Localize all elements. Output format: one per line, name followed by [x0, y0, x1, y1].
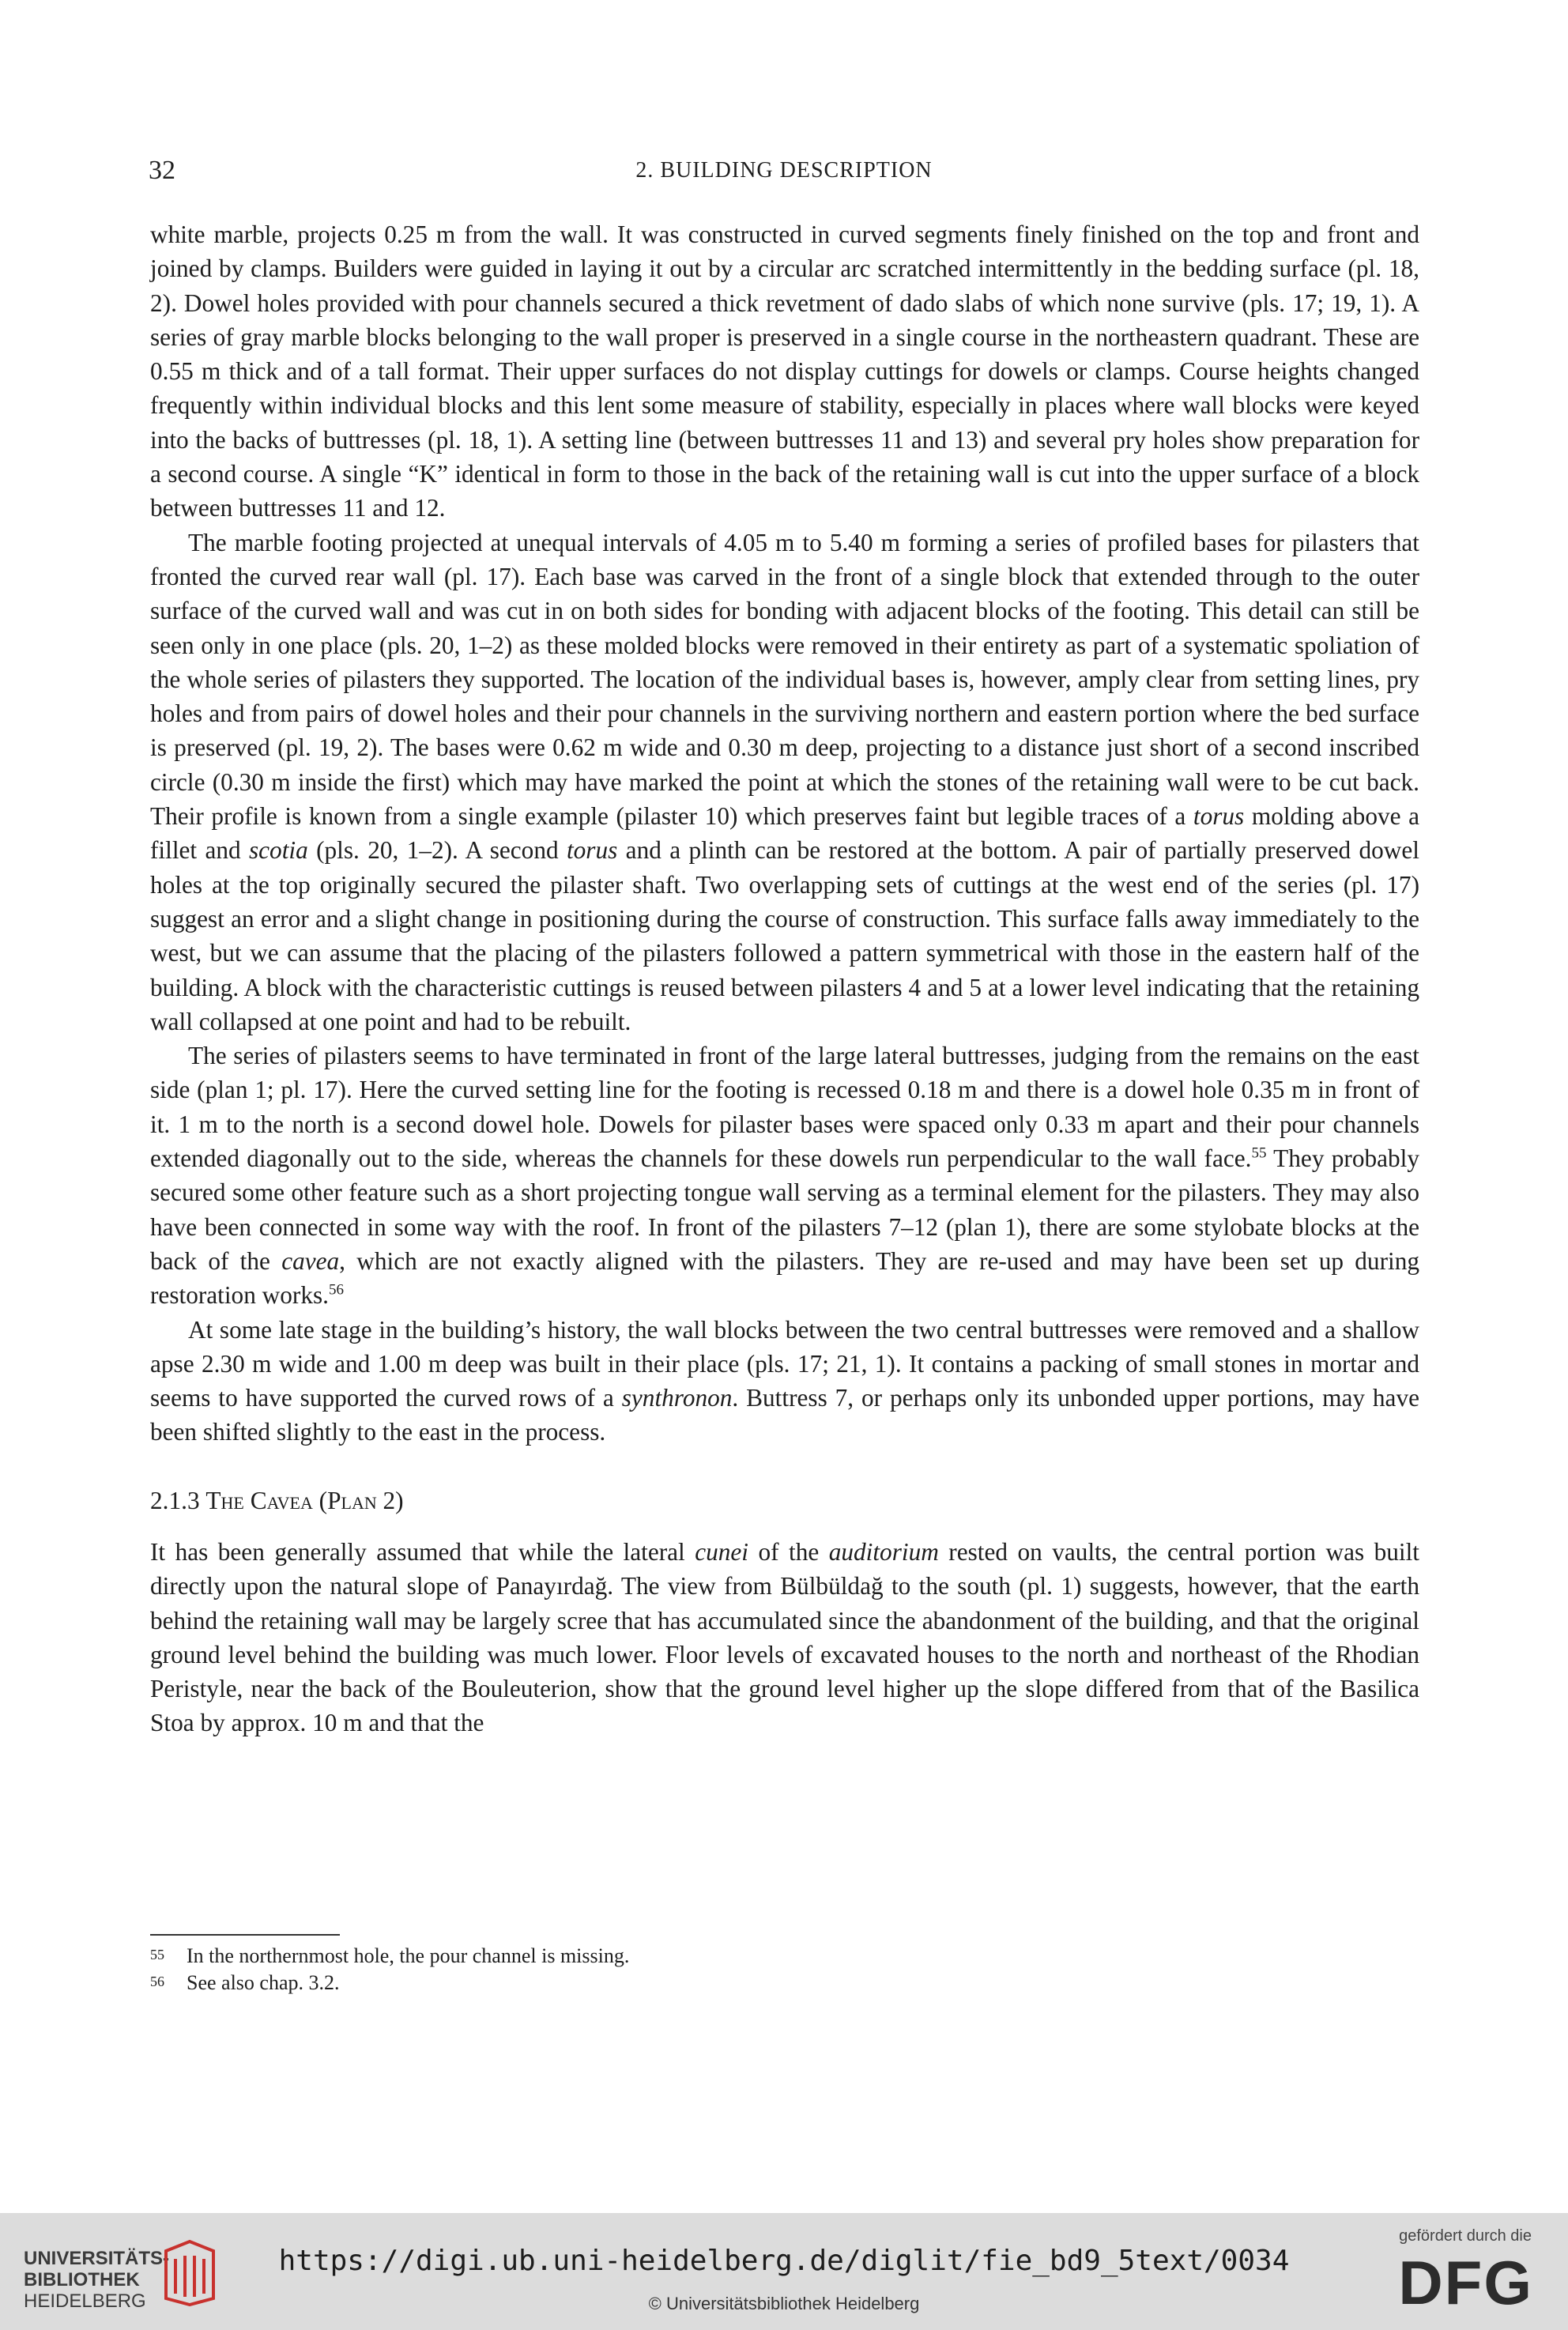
- footnote-number: 56: [150, 1974, 164, 1989]
- footnote: [150, 1943, 1336, 1970]
- text-run: (pls. 20, 1–2). A second: [307, 836, 567, 865]
- body-text: [150, 217, 1419, 1740]
- running-title: 2. BUILDING DESCRIPTION: [635, 158, 933, 183]
- text-run: and a plinth can be restored at the bottom. A pair of partially preserved dowel holes at the top originally secured the pilaster shaft. Two overlapping sets of cuttings at the west end of the series (pl. 17) suggest an error and a slight change in positioning during the course of construction. This surface falls away immediately to the west, but we can assume that the placing of the pilasters followed a pattern symmetrical with those in the eastern half of the building. A block with the characteristic cuttings is reused between pilasters 4 and 5 at a lower level indicating that the retaining wall collapsed at one point and had to be rebuilt.: [150, 836, 1419, 1035]
- library-name-line: UNIVERSITÄTS-: [24, 2248, 170, 2269]
- library-name-line: BIBLIOTHEK: [24, 2269, 140, 2290]
- text-run: , which are not exactly aligned with the pilasters. They are re-used and may have been set up during restoration works.: [150, 1246, 1419, 1310]
- section-title: The Cavea: [205, 1486, 313, 1514]
- footnote-ref[interactable]: 56: [329, 1281, 344, 1299]
- section-title-plan: (Plan 2): [318, 1486, 404, 1514]
- italic-term: auditorium: [828, 1537, 939, 1566]
- italic-term: scotia: [248, 836, 308, 865]
- digitization-footer: [0, 2213, 1568, 2330]
- text-run: white marble, projects 0.25 m from the wall. It was constructed in curved segments finely finished on the top and front and joined by clamps. Builders were guided in laying it out by a circular arc scratched intermittently in the bedding surface (pl. 18, 2). Dowel holes provided with pour channels secured a thick revetment of dado slabs of which none survive (pls. 17; 19, 1). A series of gray marble blocks belonging to the wall proper is preserved in a single course in the northeastern quadrant. These are 0.55 m thick and of a tall format. Their upper surfaces do not display cuttings for dowels or clamps. Course heights changed frequently within individual blocks and this lent some measure of stability, especially in places where wall blocks were keyed into the backs of buttresses (pl. 18, 1). A setting line (between buttresses 11 and 13) and several pry holes show preparation for a second course. A single “K” identical in form to those in the back of the retaining wall is cut into the upper surface of a block between buttresses 11 and 12.: [150, 221, 1419, 522]
- copyright-notice: © Universitätsbibliothek Heidelberg: [648, 2294, 920, 2313]
- italic-term: torus: [1193, 802, 1245, 831]
- text-run: At some late stage in the building’s history, the wall blocks between the two central buttresses were removed and a shallow apse 2.30 m wide and 1.00 m deep was built in their place (pls. 17; 21, 1). It contains a packing of small stones in mortar and seems to have supported the curved rows of a: [150, 1315, 1419, 1412]
- paragraph: [150, 1535, 1419, 1740]
- footnotes: [150, 1943, 1336, 1996]
- text-run: The series of pilasters seems to have terminated in front of the large lateral buttresses, judging from the remains on the east side (plan 1; pl. 17). Here the curved setting line for the footing is recessed 0.18 m and there is a dowel hole 0.35 m in front of it. 1 m to the north is a second dowel hole. Dowels for pilaster bases were spaced only 0.33 m apart and their pour channels extended diagonally out to the side, whereas the channels for these dowels run perpendicular to the wall face.: [150, 1042, 1419, 1173]
- dfg-logo: DFG: [1398, 2248, 1533, 2317]
- text-run: rested on vaults, the central portion was built directly upon the natural slope of Panayırdağ. The view from Bülbüldağ to the south (pl. 1) suggests, however, that the earth behind the retaining wall may be largely scree that has accumulated since the abandonment of the building, and that the original ground level behind the building was much lower. Floor levels of excavated houses to the north and northeast of the Rhodian Peristyle, near the back of the Bouleuterion, show that the ground level higher up the slope differed from that of the Basilica Stoa by approx. 10 m and that the: [150, 1537, 1420, 1737]
- text-run: . Buttress 7, or perhaps only its unbonded upper portions, may have been shifted slightly to the east in the process.: [150, 1384, 1419, 1446]
- source-url-link[interactable]: https://digi.ub.uni-heidelberg.de/diglit/fie_bd9_5text/0034: [278, 2245, 1290, 2277]
- footnote-text: See also chap. 3.2.: [187, 1971, 340, 1994]
- section-number: 2.1.3: [150, 1486, 200, 1514]
- library-name-line: HEIDELBERG: [24, 2290, 146, 2312]
- paragraph: [150, 526, 1419, 1039]
- paragraph: [150, 1039, 1419, 1312]
- italic-term: torus: [566, 836, 618, 865]
- footnote: [150, 1970, 1336, 1996]
- paragraph: [150, 217, 1419, 526]
- italic-term: cunei: [695, 1537, 748, 1566]
- paragraph: [150, 1313, 1419, 1450]
- footnote-ref[interactable]: 55: [1251, 1144, 1267, 1162]
- italic-term: synthronon: [621, 1384, 733, 1412]
- section-heading: [150, 1484, 1419, 1518]
- footnote-text: In the northernmost hole, the pour channel is missing.: [187, 1944, 630, 1967]
- page-number: 32: [149, 156, 175, 185]
- funded-by-label: gefördert durch die: [1399, 2227, 1532, 2245]
- footnote-divider: [150, 1934, 340, 1936]
- text-run: They probably secured some other feature such as a short projecting tongue wall serving as a terminal element for the pilasters. They may also have been connected in some way with the roof. In front of the pilasters 7–12 (plan 1), there are some stylobate blocks at the back of the: [150, 1144, 1419, 1275]
- italic-term: cavea: [281, 1246, 340, 1275]
- text-run: of the: [748, 1537, 829, 1566]
- text-run: The marble footing projected at unequal intervals of 4.05 m to 5.40 m forming a series of profiled bases for pilasters that fronted the curved rear wall (pl. 17). Each base was carved in the front of a single block that extended through to the outer surface of the curved wall and was cut in on both sides for bonding with adjacent blocks of the footing. This detail can still be seen only in one place (pls. 20, 1–2) as these molded blocks were removed in their entirety as part of a systematic spoliation of the whole series of pilasters they supported. The location of the individual bases is, however, amply clear from setting lines, pry holes and from pairs of dowel holes and their pour channels in the surviving northern and eastern portion where the bed surface is preserved (pl. 19, 2). The bases were 0.62 m wide and 0.30 m deep, projecting to a distance just short of a second inscribed circle (0.30 m inside the first) which may have marked the point at which the stones of the retaining wall were to be cut back. Their profile is known from a single example (pilaster 10) which preserves faint but legible traces of a: [150, 528, 1419, 831]
- text-run: It has been generally assumed that while the lateral: [150, 1537, 695, 1566]
- footnote-number: 55: [150, 1947, 164, 1962]
- text-run: molding above a fillet and: [150, 802, 1419, 865]
